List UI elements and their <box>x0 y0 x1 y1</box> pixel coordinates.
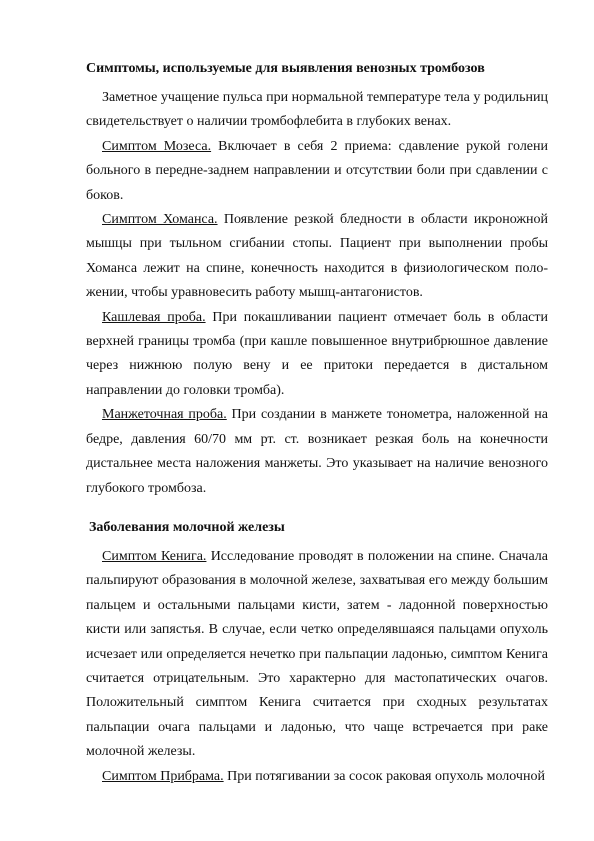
moses-sign-text: Включает в себя 2 приема: сдавление рукой голени больного в передне-заднем направлении и отсутствии боли при сдавлении с боков. <box>86 138 548 203</box>
paragraph-pulse: Заметное учащение пульса при нормальной температуре тела у родильниц свидетельствует о наличии тромбофлебита в глубоких венах. <box>86 90 548 130</box>
homans-sign-text: Появление резкой бледности в области икроножной мышцы при тыльном сгибании стопы. Пациент при выполнении пробы Хоманса лежит на спине, конечность находится в физиологическом поло-жении, чтобы уравновесить работу мышц-антагонистов. <box>86 212 549 301</box>
document-page <box>86 60 548 789</box>
term-cuff-test: Манжеточная проба. <box>102 407 227 423</box>
cough-test-text: При покашливании пациент отмечает боль в области верхней границы тромба (при кашле повышенное внутрибрюшное давление через нижнюю полую вену и ее притоки передается в дистальном направлении до головки тромба). <box>86 309 548 398</box>
paragraph-cough-test <box>86 306 548 404</box>
paragraph-cuff-test <box>86 403 548 501</box>
term-koenig-sign: Симптом Кенига. <box>102 548 207 564</box>
term-homans-sign: Симптом Хоманса. <box>102 212 218 228</box>
paragraph-moses-sign <box>86 135 548 208</box>
paragraph-koenig-sign <box>86 545 548 765</box>
section-heading-breast-diseases: Заболевания молочной железы <box>89 519 285 535</box>
paragraph-homans-sign <box>86 208 548 306</box>
pribram-sign-text: При потягивании за сосок раковая опухоль молочной <box>223 768 545 784</box>
paragraph-pribram-sign <box>86 765 548 789</box>
term-pribram-sign: Симптом Прибрама. <box>102 768 224 784</box>
term-cough-test: Кашлевая проба. <box>102 309 206 325</box>
cuff-test-text: При создании в манжете тонометра, наложенной на бедре, давления 60/70 мм рт. ст. возникает резкая боль на конечности дистальнее места наложения манжеты. Это указывает на наличие венозного глубокого тромбоза. <box>86 407 548 496</box>
koenig-sign-text: Исследование проводят в положении на спине. Сначала пальпируют образования в молочной железе, захватывая его между большим пальцем и остальными пальцами кисти, затем - ладонной поверхностью кисти или запястья. В случае, если четко определявшаяся пальцами опухоль исчезает или определяется нечетко при пальпации ладонью, симптом Кенига считается отрицательным. Это характерно для мастопатических очагов. Положительный симптом Кенига считается при сходных результатах пальпации очага пальцами и ладонью, что чаще встречается при раке молочной железы. <box>86 548 548 760</box>
term-moses-sign: Симптом Мозеса. <box>102 138 212 154</box>
section-heading-venous-thrombosis: Симптомы, используемые для выявления венозных тромбозов <box>86 61 485 76</box>
